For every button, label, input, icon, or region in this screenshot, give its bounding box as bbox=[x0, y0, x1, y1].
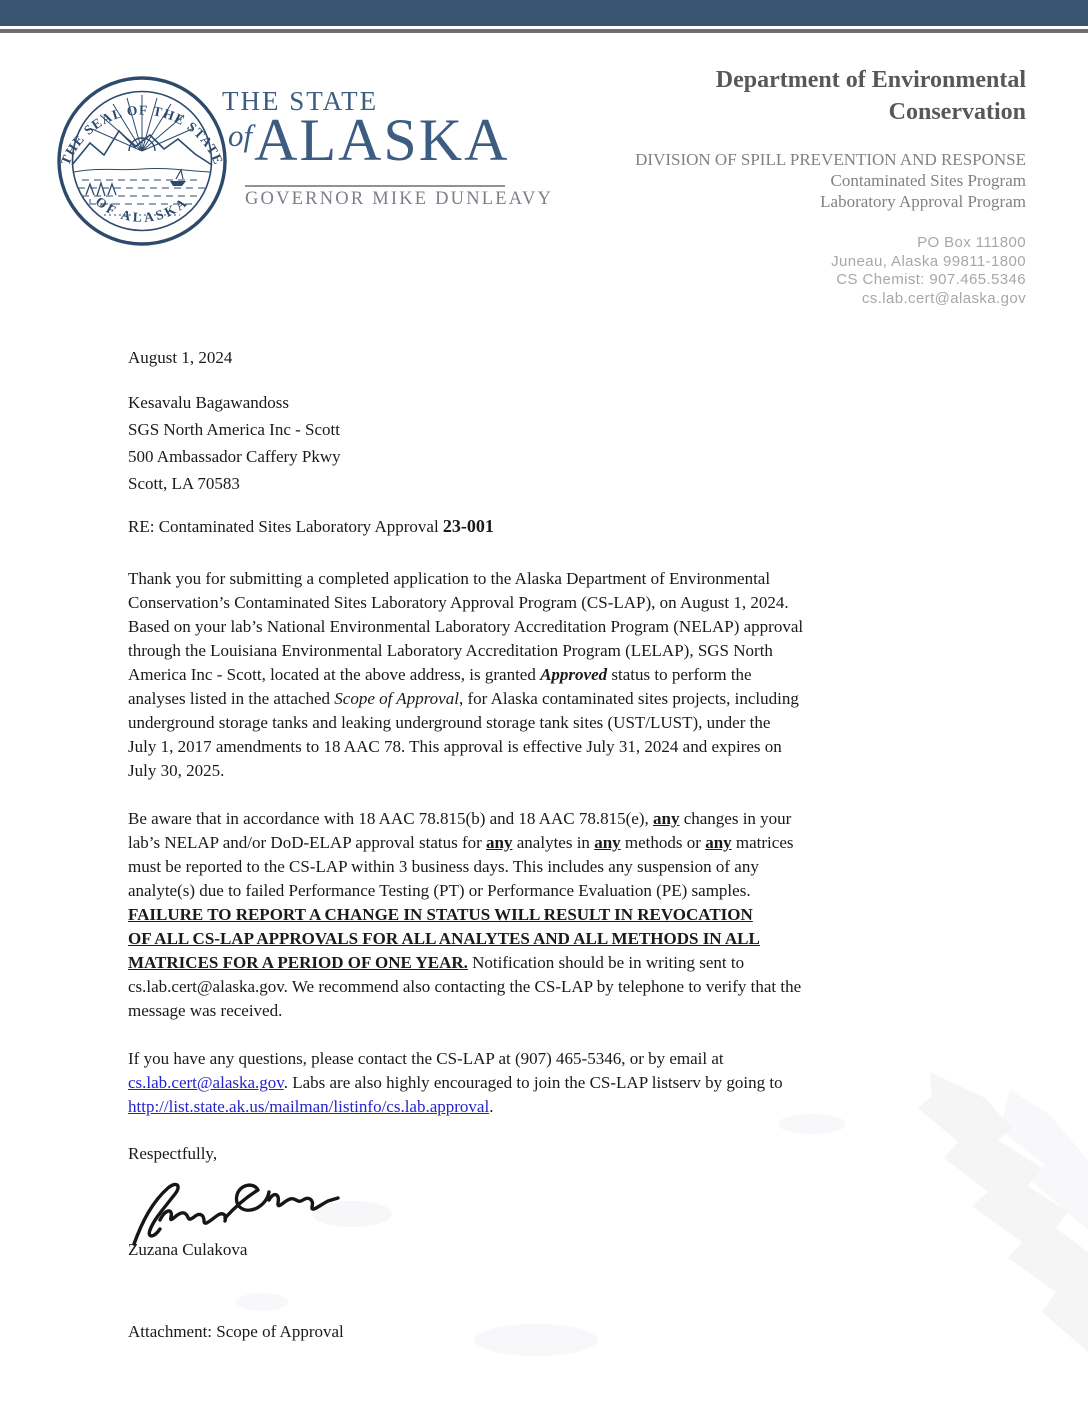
text-line bbox=[128, 1047, 783, 1071]
logo-of: of bbox=[228, 118, 253, 153]
text-segment: If you have any questions, please contact the CS-LAP at (907) 465-5346, or by email at bbox=[128, 1049, 724, 1068]
recipient-city-state-zip: Scott, LA 70583 bbox=[128, 474, 240, 493]
text-segment: changes in your bbox=[679, 809, 792, 828]
body-paragraph-3 bbox=[128, 1047, 783, 1119]
contact-block bbox=[635, 234, 1026, 308]
program-name: Laboratory Approval Program bbox=[820, 192, 1026, 211]
contact-po-box: PO Box 111800 bbox=[917, 234, 1026, 251]
text-segment: MATRICES FOR A PERIOD OF ONE YEAR. bbox=[128, 953, 468, 972]
seal-ring-bottom-text: OF ALASKA bbox=[92, 193, 192, 225]
text-segment: any bbox=[705, 833, 732, 852]
contact-email: cs.lab.cert@alaska.gov bbox=[861, 289, 1026, 307]
text-segment: underground storage tanks and leaking underground storage tank sites (UST/LUST), under the bbox=[128, 713, 771, 732]
text-line bbox=[128, 903, 801, 927]
text-line bbox=[128, 975, 801, 999]
text-segment: status to perform the bbox=[607, 665, 752, 684]
date-line: August 1, 2024 bbox=[128, 348, 233, 367]
program-name: Contaminated Sites Program bbox=[830, 171, 1026, 190]
top-accent-rule bbox=[0, 29, 1088, 33]
seal-landscape-art bbox=[72, 95, 212, 215]
seal-ring-top-text: THE SEAL OF THE STATE bbox=[57, 102, 227, 168]
attachment-note: Attachment: Scope of Approval bbox=[128, 1322, 344, 1341]
text-segment: analytes in bbox=[512, 833, 595, 852]
text-line bbox=[128, 591, 803, 615]
text-segment: , for Alaska contaminated sites projects, including bbox=[458, 689, 799, 708]
svg-text:OF ALASKA bbox=[93, 194, 192, 225]
text-segment: Notification should be in writing sent to bbox=[467, 953, 745, 972]
contact-city: Juneau, Alaska 99811-1800 bbox=[831, 252, 1026, 270]
text-line bbox=[128, 639, 803, 663]
text-line bbox=[128, 735, 803, 759]
text-segment: Based on your lab’s National Environmental Laboratory Accreditation Program (NELAP) approval bbox=[128, 617, 804, 636]
text-line bbox=[128, 1071, 783, 1095]
division-name: DIVISION OF SPILL PREVENTION AND RESPONSE bbox=[635, 150, 1026, 169]
text-segment: Approved bbox=[540, 665, 608, 684]
department-title bbox=[635, 64, 1026, 128]
text-segment: through the Louisiana Environmental Laboratory Accreditation Program (LELAP), SGS North bbox=[128, 641, 773, 660]
re-prefix: RE: Contaminated Sites Laboratory Approval bbox=[128, 517, 443, 536]
text-segment: Conservation’s Contaminated Sites Laboratory Approval Program (CS-LAP), on August 1, 2024. bbox=[128, 593, 789, 612]
recipient-company: SGS North America Inc - Scott bbox=[128, 420, 340, 439]
text-line bbox=[128, 687, 803, 711]
text-line bbox=[128, 759, 803, 783]
logo-the-state: THE STATE bbox=[222, 86, 379, 116]
logo-alaska: ALASKA bbox=[254, 107, 510, 173]
text-segment: cs.lab.cert@alaska.gov. We recommend also contacting the CS-LAP by telephone to verify that the bbox=[128, 977, 802, 996]
body-paragraph-1 bbox=[128, 567, 803, 783]
text-line bbox=[128, 951, 801, 975]
text-segment: matrices bbox=[731, 833, 794, 852]
division-block bbox=[635, 149, 1026, 212]
text-segment: . Labs are also highly encouraged to join the CS-LAP listserv by going to bbox=[283, 1073, 783, 1092]
text-segment: OF ALL CS-LAP APPROVALS FOR ALL ANALYTES AND ALL METHODS IN ALL bbox=[128, 929, 760, 948]
recipient-name: Kesavalu Bagawandoss bbox=[128, 393, 289, 412]
text-segment: any bbox=[652, 809, 680, 828]
logo-governor: GOVERNOR MIKE DUNLEAVY bbox=[245, 189, 554, 209]
letterhead-right bbox=[635, 64, 1026, 308]
contact-phone: CS Chemist: 907.465.5346 bbox=[836, 271, 1026, 288]
text-line bbox=[128, 615, 803, 639]
text-segment: America Inc - Scott, located at the above address, is granted bbox=[128, 665, 541, 684]
signatory-name: Zuzana Culakova bbox=[128, 1240, 248, 1259]
text-segment: Thank you for submitting a completed application to the Alaska Department of Environmental bbox=[128, 569, 771, 588]
text-segment: Scope of Approval bbox=[334, 689, 459, 708]
text-segment: . bbox=[489, 1097, 494, 1116]
re-line bbox=[128, 514, 494, 539]
text-segment: any bbox=[594, 833, 621, 852]
text-line bbox=[128, 711, 803, 735]
hyperlink[interactable]: cs.lab.cert@alaska.gov bbox=[128, 1073, 284, 1092]
text-line bbox=[128, 1095, 783, 1119]
text-line bbox=[128, 879, 801, 903]
text-line bbox=[128, 807, 801, 831]
text-line bbox=[128, 855, 801, 879]
closing-line: Respectfully, bbox=[128, 1144, 218, 1163]
text-line bbox=[128, 567, 803, 591]
text-segment: analyte(s) due to failed Performance Testing (PT) or Performance Evaluation (PE) samples. bbox=[128, 881, 751, 900]
alaska-state-seal-icon bbox=[56, 75, 228, 247]
text-segment: message was received. bbox=[128, 1001, 283, 1020]
text-segment: July 1, 2017 amendments to 18 AAC 78. This approval is effective July 31, 2024 and expires on bbox=[128, 737, 782, 756]
signature-image bbox=[118, 1156, 348, 1251]
recipient-street: 500 Ambassador Caffery Pkwy bbox=[128, 447, 341, 466]
hyperlink[interactable]: http://list.state.ak.us/mailman/listinfo/cs.lab.approval bbox=[128, 1097, 490, 1116]
text-segment: Be aware that in accordance with 18 AAC 78.815(b) and 18 AAC 78.815(e), bbox=[128, 809, 653, 828]
text-segment: lab’s NELAP and/or DoD-ELAP approval status for bbox=[128, 833, 487, 852]
text-segment: any bbox=[486, 833, 513, 852]
text-line bbox=[128, 663, 803, 687]
text-segment: must be reported to the CS-LAP within 3 business days. This includes any suspension of any bbox=[128, 857, 759, 876]
text-line bbox=[128, 927, 801, 951]
department-title-line: Department of Environmental bbox=[715, 67, 1026, 93]
logo-of-alaska bbox=[228, 107, 510, 173]
logo-divider bbox=[245, 185, 505, 187]
text-segment: July 30, 2025. bbox=[128, 761, 225, 780]
text-segment: methods or bbox=[620, 833, 706, 852]
text-segment: FAILURE TO REPORT A CHANGE IN STATUS WILL RESULT IN REVOCATION bbox=[128, 905, 753, 924]
approval-number: 23-001 bbox=[442, 516, 494, 536]
recipient-address-block bbox=[128, 391, 341, 499]
text-line bbox=[128, 999, 801, 1023]
text-segment: analyses listed in the attached bbox=[128, 689, 335, 708]
body-paragraph-2 bbox=[128, 807, 801, 1023]
top-accent-bar bbox=[0, 0, 1088, 26]
text-line bbox=[128, 831, 801, 855]
department-title-line: Conservation bbox=[888, 99, 1026, 125]
